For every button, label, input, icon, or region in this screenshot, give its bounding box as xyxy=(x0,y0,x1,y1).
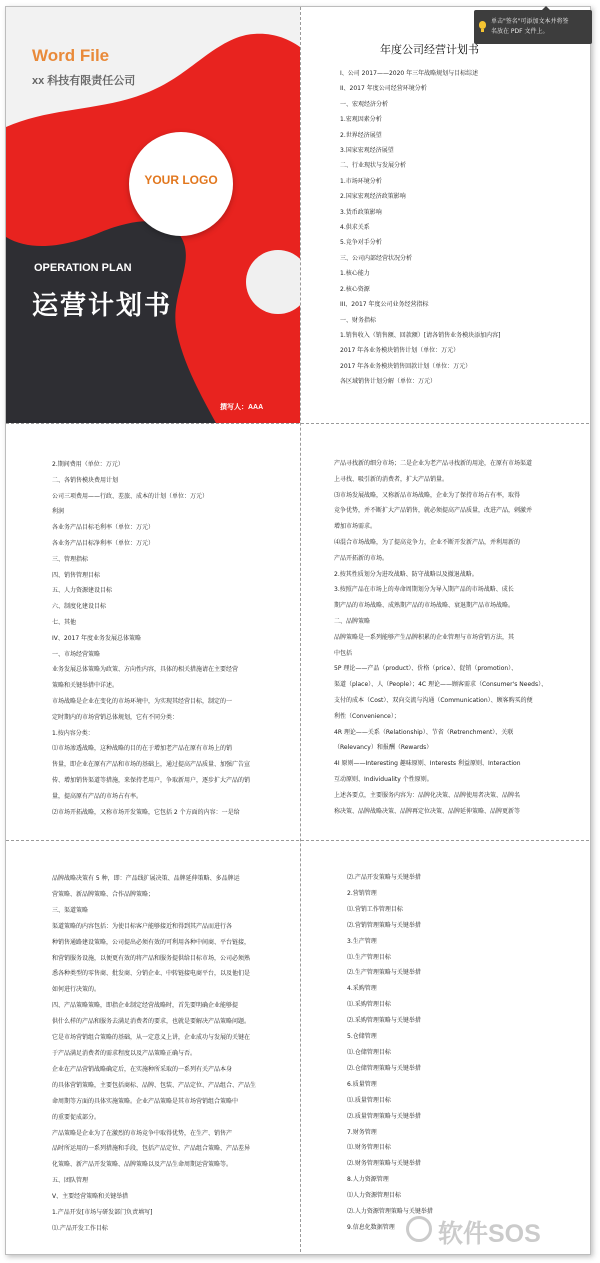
page5-line: 营策略、新品牌策略、合作品牌策略； xyxy=(52,890,155,898)
page4-line: （Relevancy）和报酬（Rewards） xyxy=(334,744,433,752)
page5-line: 于产品满足消费者的需求程度以及产品策略正确与否。 xyxy=(52,1049,197,1057)
cover-page xyxy=(6,7,300,423)
page2-line: 2017 年各业务模块销售计划（单位：万元） xyxy=(340,347,460,355)
page4-line: 称决策、品牌战略决策、品牌再定位决策、品牌延伸策略、品牌更新等 xyxy=(334,807,521,815)
logo-text: YOUR LOGO xyxy=(144,173,218,187)
lightbulb-base-icon xyxy=(481,29,484,32)
page6-line: ⑵.产品开发策略与关键举措 xyxy=(347,874,421,881)
page2-line: 各区域销售计划分解（单位：万元） xyxy=(340,378,437,386)
page2-line: 1.市场环境分析 xyxy=(340,177,382,185)
page5-line: 和营销服务设施，以便更有效的将产品和服务提供给目标市场，公司必须熟 xyxy=(52,954,251,962)
page2-line: 1.销售收入（销售额、回款额）[请各销售业务模块添加内容] xyxy=(340,331,501,339)
page2-line: 2017 年各业务模块销售回款计划（单位：万元） xyxy=(340,362,472,370)
page5-line: 渠道策略的内容包括：为使目标客户能够接近和得到其产品而进行各 xyxy=(52,922,233,930)
page6-line: ⑴.生产管理目标 xyxy=(347,953,391,961)
page6-line: ⑵.营销管理策略与关键举措 xyxy=(347,921,421,929)
page2-line: 2.核心资源 xyxy=(340,285,370,293)
page5-line: 的具体营销策略，主要包括商标、品牌、包装、产品定位、产品组合、产品生 xyxy=(52,1081,257,1089)
brand-title: Word File xyxy=(32,46,110,65)
page2-line: 3.国家宏观经济展望 xyxy=(340,147,394,155)
page2-line: I、公司 2017——2020 年三年战略规划与目标综述 xyxy=(340,70,479,77)
page3-line: 公司三项费用——行政、差旅、成本的计划（单位：万元） xyxy=(52,492,209,500)
watermark-text: 软件SOS xyxy=(438,1220,541,1248)
page4-line: 3.按照产品在市场上的寿命周期划分为导入期产品的市场战略、成长 xyxy=(334,586,514,594)
tooltip-arrow-icon xyxy=(542,6,550,10)
page6-line: 2.营销管理 xyxy=(347,889,377,897)
page4-line: 4I 原则——Interesting 趣味原则、Interests 利益原则、Interaction xyxy=(334,760,521,768)
page4-line: 二、品牌策略 xyxy=(334,617,371,625)
page5-line: 它是市场营销组合策略的基础，从一定意义上讲，企业成功与发展的关键在 xyxy=(52,1034,251,1042)
site-watermark xyxy=(400,1212,590,1252)
plan-english-title: OPERATION PLAN xyxy=(34,262,132,274)
page6-line: ⑵.生产管理策略与关键举措 xyxy=(347,969,421,977)
page4-line: 2.按其性质划分为进攻战略、防守战略以及撤退战略。 xyxy=(334,570,478,578)
page3-line: 1.按内容分类： xyxy=(52,729,94,737)
page3-line: 五、人力资源建设目标 xyxy=(52,587,113,595)
page-2-title: 年度公司经营计划书 xyxy=(380,43,479,56)
page5-line: 种销售通路建设策略，公司提出必须有效的可利用各种中间商、平台链接， xyxy=(52,938,251,946)
page4-line: 品牌策略是一系列能够产生品牌积累的企业管理与市场营销方法，其 xyxy=(334,633,515,641)
page4-line: 互动原则、Individuality 个性原则。 xyxy=(334,775,433,783)
page6-line: 6.质量管理 xyxy=(347,1080,377,1088)
page3-line: 传、增加销售渠道等措施，来保持老用户，争取新用户，逐步扩大产品的销 xyxy=(52,776,251,784)
page-divider-row-1 xyxy=(6,423,589,424)
page2-line: 4.供求关系 xyxy=(340,224,370,232)
page3-line: IV、2017 年度业务发展总体策略 xyxy=(52,634,142,642)
page6-line: 4.采购管理 xyxy=(347,985,377,993)
author-label: 撰写人：AAA xyxy=(220,404,264,411)
page-divider-vertical xyxy=(300,7,301,1252)
page6-line: 9.信息化数据管理 xyxy=(347,1223,395,1231)
page5-line: 品牌战略决策有 5 种，即：产品线扩展决策、品牌延伸策略、多品牌运 xyxy=(52,875,240,882)
page5-line: 企业在产品营销战略确定后，在实施种所采取的一系列有关产品本身 xyxy=(52,1065,233,1073)
page-divider-row-2 xyxy=(6,840,589,841)
page6-line: ⑵.采购管理策略与关键举措 xyxy=(347,1017,421,1025)
page5-line: ⑴.产品开发工作目标 xyxy=(52,1224,108,1232)
page6-line: ⑵.仓储管理策略与关键举措 xyxy=(347,1064,421,1072)
page-3-text xyxy=(52,457,292,820)
page4-line: 支付的成本（Cost）、双向交流与沟通（Communication）、顾客购买的便 xyxy=(334,696,533,704)
page5-line: 的重要促成部分。 xyxy=(52,1113,101,1121)
tooltip-text-line-2: 名放在 PDF 文件上。 xyxy=(491,28,549,35)
page4-line: 5P 理论——产品（product）、价格（price）、促销（promotion）、 xyxy=(334,665,518,673)
page3-line: 2.期间费用（单位：万元） xyxy=(52,461,124,468)
page2-line: II、2017 年度公司经营环境分析 xyxy=(340,85,427,93)
page3-line: ⑵市场开拓战略，又称市场开发策略，它包括 2 个方面的内容：一是给 xyxy=(52,808,240,816)
page2-line: 1.核心能力 xyxy=(340,270,370,278)
page6-line: 8.人力资源管理 xyxy=(347,1176,389,1184)
page6-line: 3.生产管理 xyxy=(347,937,377,945)
page4-line: 产品寻找新的细分市场；二是企业为老产品寻找新的用途，在原有市场渠道 xyxy=(334,460,533,467)
page3-line: 各业务产品目标净利率（单位：万元） xyxy=(52,539,155,547)
page3-line: 量，提高原有产品的市场占有率。 xyxy=(52,792,143,800)
page4-line: 期产品的市场战略、成熟期产品的市场战略、衰退期产品市场战略。 xyxy=(334,602,515,610)
page4-line: 中包括 xyxy=(334,649,353,657)
page4-line: 竞争优势，并不断扩大产品销售，就必须提高产品质量，改进产品，刺激并 xyxy=(334,507,533,515)
page3-line: 售量，即企业在原有产品和市场的基础上，通过提高产品质量、加强广告宣 xyxy=(52,761,251,769)
page5-line: 如何进行决策的。 xyxy=(52,986,101,994)
page5-line: 产品策略是企业为了在激烈的市场竞争中取得优势，在生产、销售产 xyxy=(52,1129,233,1137)
page-5-text xyxy=(52,871,292,1237)
page-4-text xyxy=(334,456,590,819)
page6-line: 7.财务管理 xyxy=(347,1128,377,1136)
page3-line: 各业务产品目标毛利率（单位：万元） xyxy=(52,524,155,532)
page-6-text xyxy=(347,870,587,1236)
page5-line: 化策略、新产品开发策略、品牌策略以及产品生命周期运营策略等。 xyxy=(52,1161,233,1169)
page4-line: 渠道（place）、人（People）；4C 理论——顾客需求（Consumer's Needs）、 xyxy=(334,681,548,689)
page6-line: ⑴.财务管理目标 xyxy=(347,1144,391,1152)
page2-line: 一、财务指标 xyxy=(340,316,377,324)
page2-line: 2.国家宏观经济政策影响 xyxy=(340,193,406,201)
page4-line: ⑶市场发展战略，又称新品市场战略，企业为了保持市场占有率，取得 xyxy=(334,491,521,499)
page3-line: 二、各销售模块费用计划 xyxy=(52,476,119,484)
page3-line: 七、其他 xyxy=(52,618,77,626)
page2-line: 5.竞争对手分析 xyxy=(340,239,382,247)
page5-line: 供什么样的产品和服务去满足消费者的要求，也就是要解决产品策略问题。 xyxy=(52,1018,251,1026)
page5-line: 命周期等方面的具体实施策略。企业产品策略是其市场营销组合策略中 xyxy=(52,1097,239,1105)
page5-line: 三、渠道策略 xyxy=(52,906,89,914)
page4-line: 利性（Convenience）； xyxy=(334,712,400,720)
page5-line: V、主要经营策略和关键举措 xyxy=(52,1193,129,1201)
page6-line: ⑵.财务管理策略与关键举措 xyxy=(347,1160,421,1168)
page3-line: 四、销售管理目标 xyxy=(52,571,101,579)
page2-line: 1.宏观因素分析 xyxy=(340,116,382,124)
page3-line: 定时期内的市场营销总体规划，它有不同分类： xyxy=(52,713,179,721)
page4-line: 4R 理论——关系（Relationship）、节省（Retrenchment）、关联 xyxy=(334,728,514,736)
page6-line: 5.仓储管理 xyxy=(347,1033,377,1041)
page6-line: ⑴.仓储管理目标 xyxy=(347,1048,391,1056)
page3-line: 业务发展总体策略为政策、方向性内容，具体的相关措施请在主要经营 xyxy=(52,666,239,674)
page6-line: ⑴.营销工作管理目标 xyxy=(347,905,403,913)
page3-line: 市场战略是企业在变化的市场环境中，为实现其经营目标，制定的一 xyxy=(52,697,233,705)
page5-line: 品时所运用的一系列措施和手段，包括产品定位、产品组合策略、产品差异 xyxy=(52,1145,251,1153)
page5-line: 1.产品开发[市场与研发部门负责填写] xyxy=(52,1209,153,1217)
page2-line: 三、公司内部经营状况分析 xyxy=(340,254,413,262)
page2-line: III、2017 年度公司业务经营指标 xyxy=(340,301,429,309)
lightbulb-icon xyxy=(479,21,486,29)
page2-line: 2.世界经济展望 xyxy=(340,131,382,139)
page4-line: 上寻找、吸引新的消费者，扩大产品销量。 xyxy=(334,475,449,483)
page5-line: 五、团队管理 xyxy=(52,1177,89,1185)
page6-line: ⑴.采购管理目标 xyxy=(347,1001,391,1009)
page4-line: 上述各要点，主要服务内容为：品牌化决策、品牌使用者决策、品牌名 xyxy=(334,791,521,799)
page3-line: ⑴市场渗透战略，这种战略的目的在于增加老产品在原有市场上的销 xyxy=(52,745,233,753)
company-name: xx 科技有限责任公司 xyxy=(32,75,136,87)
page6-line: ⑵.质量管理策略与关键举措 xyxy=(347,1112,421,1120)
page-2-text xyxy=(340,66,590,390)
plan-chinese-title: 运营计划书 xyxy=(32,290,173,320)
page4-line: ⑷混合市场战略，为了提高竞争力，企业不断开发新产品，并利用新的 xyxy=(334,538,521,546)
page4-line: 产品开拓新的市场。 xyxy=(334,554,389,562)
page2-line: 3.货币政策影响 xyxy=(340,208,382,216)
page5-line: 四、产品策略策略，即指企业制定经营战略时，首先要明确企业能够提 xyxy=(52,1002,239,1010)
watermark-logo-icon xyxy=(406,1216,432,1242)
page3-line: 六、制度化建设目标 xyxy=(52,603,107,611)
page3-line: 策略和关键举措中详述。 xyxy=(52,682,119,690)
page4-line: 增加市场需求。 xyxy=(334,523,377,531)
page2-line: 一、宏观经济分析 xyxy=(340,100,389,108)
page3-line: 三、管理指标 xyxy=(52,555,89,563)
tooltip-text-line-1: 单击"签名"可添加文本并将签 xyxy=(491,18,569,25)
page5-line: 悉各种类型的零售商、批发商、分销企业、中转链接电商平台，以及他们是 xyxy=(52,970,251,978)
page6-line: ⑵.人力资源管理策略与关键举措 xyxy=(347,1208,433,1216)
page3-line: 一、市场经营策略 xyxy=(52,650,101,658)
page2-line: 二、行业现状与发展分析 xyxy=(340,162,407,170)
sign-tooltip xyxy=(474,10,592,44)
page6-line: ⑴.质量管理目标 xyxy=(347,1096,391,1104)
page3-line: 利润 xyxy=(52,508,65,516)
page6-line: ⑴人力资源管理目标 xyxy=(347,1192,402,1200)
